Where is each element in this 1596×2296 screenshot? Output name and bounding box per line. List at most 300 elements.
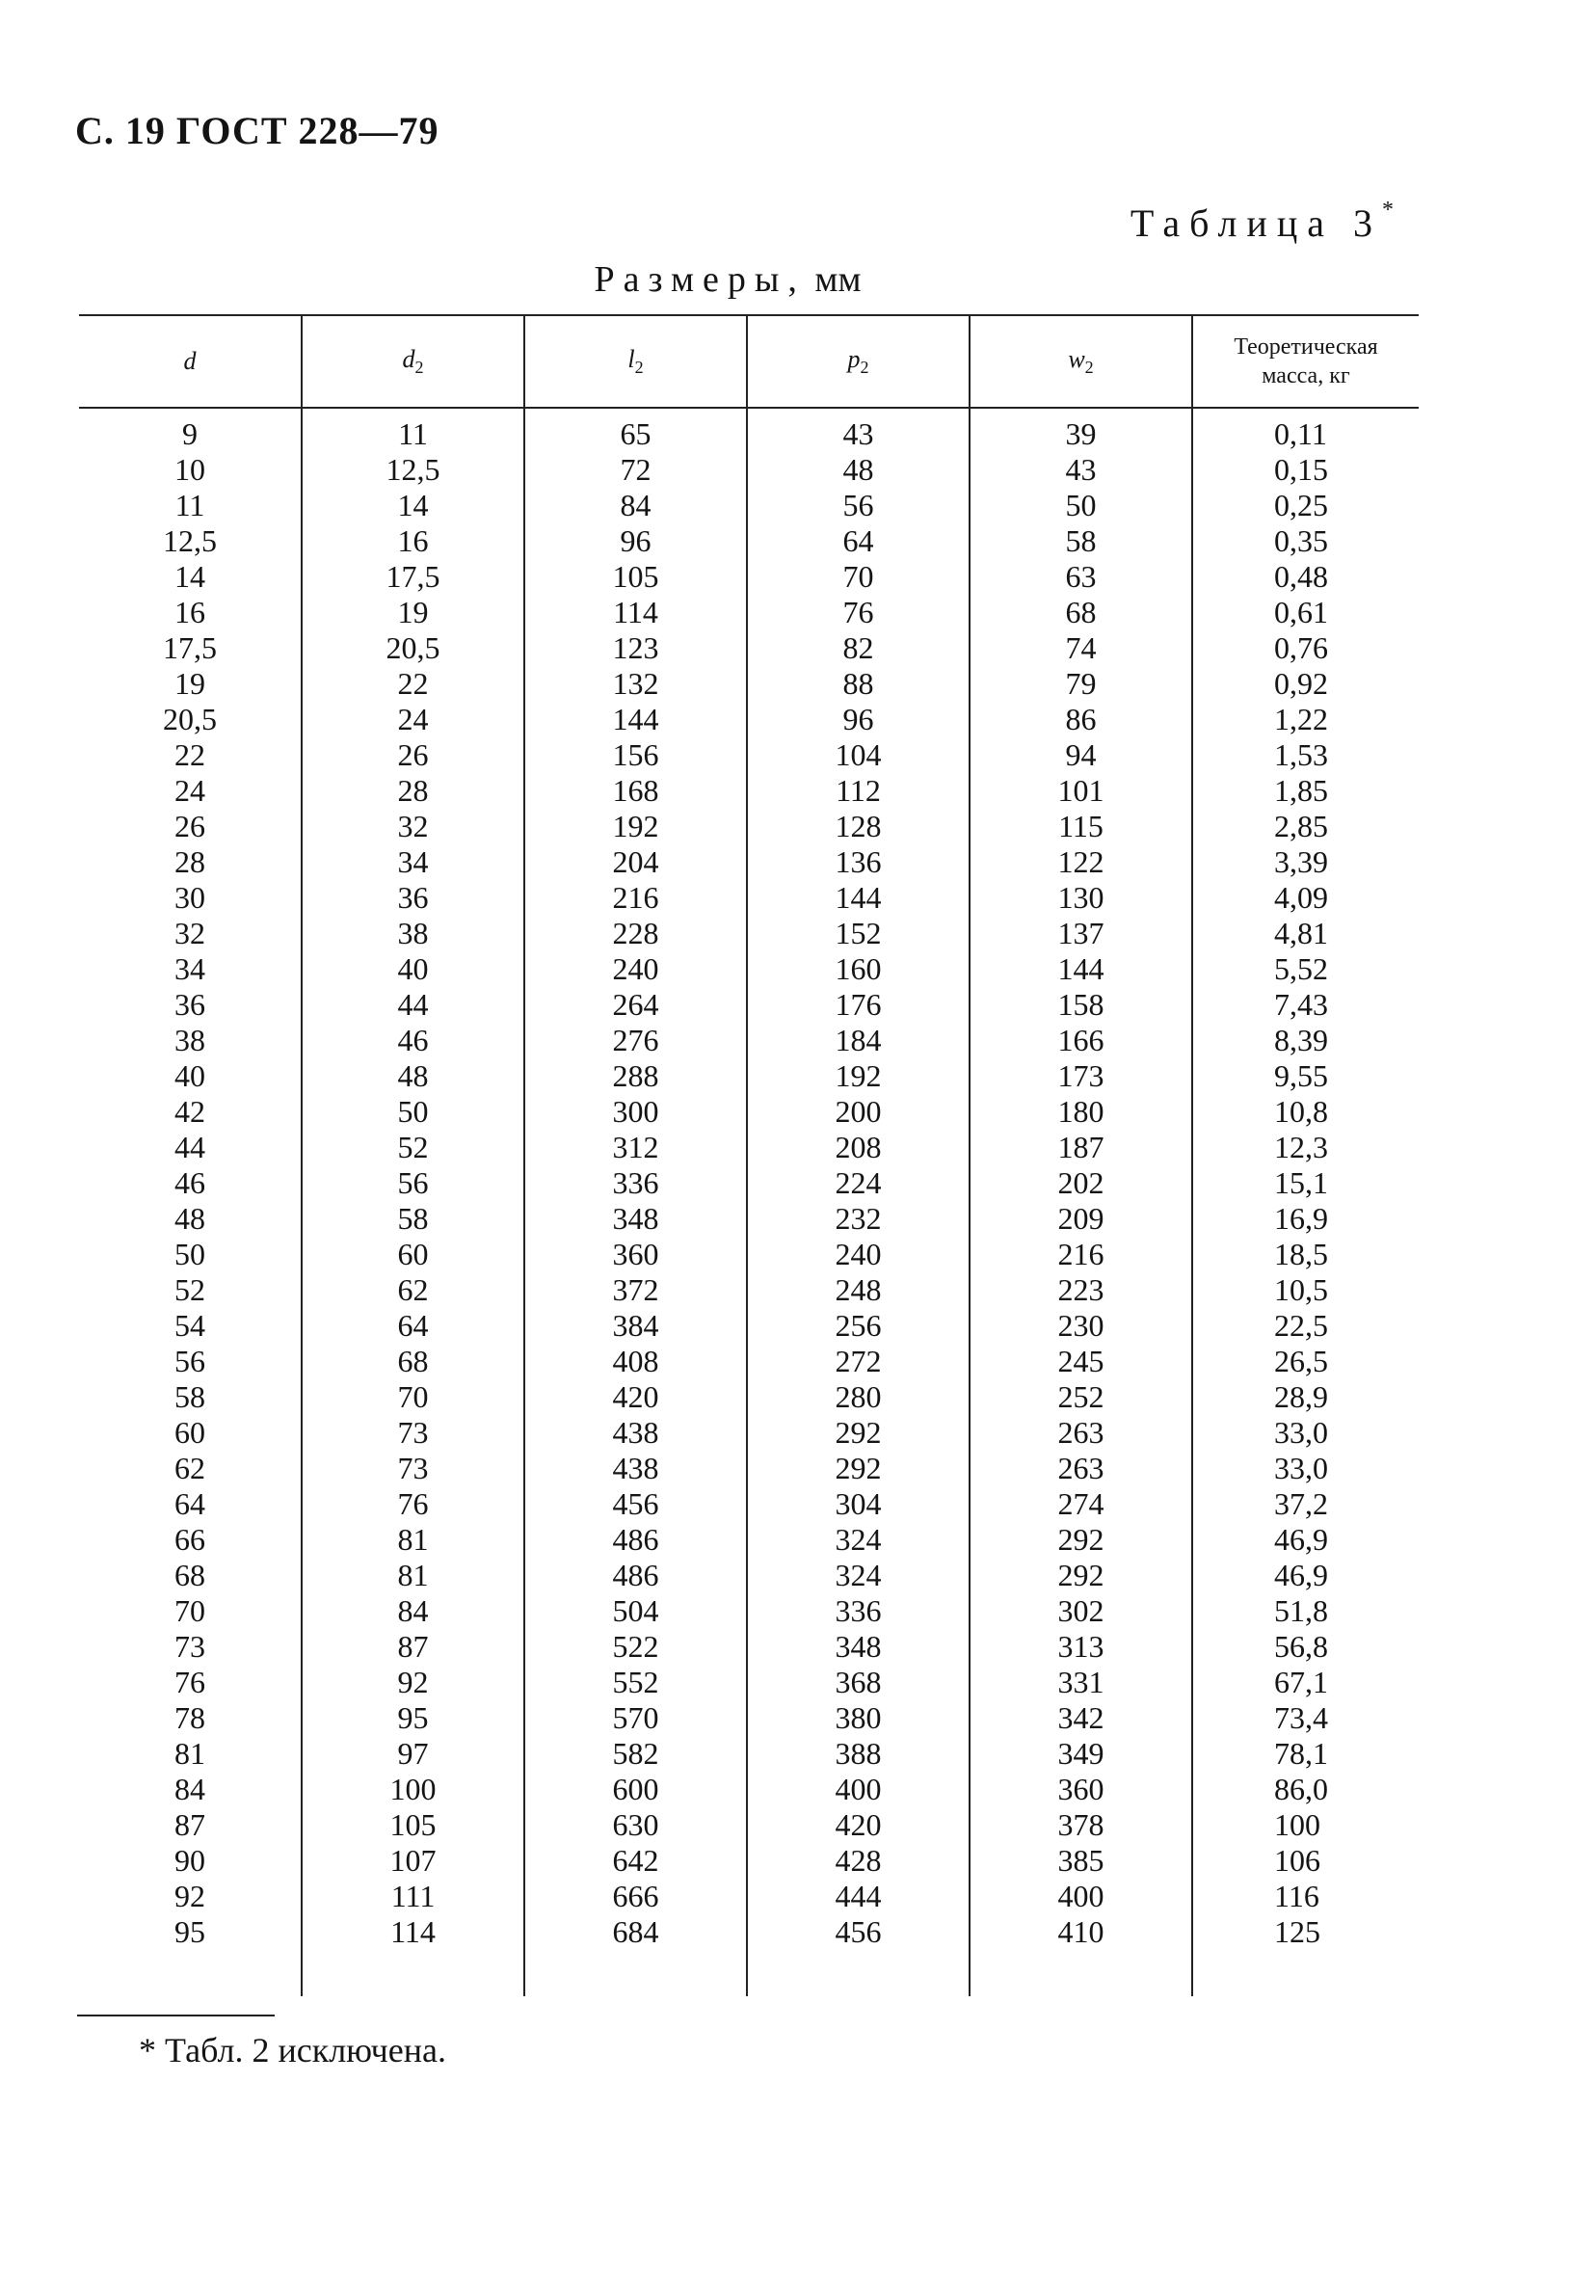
- cell-mass: 0,61: [1192, 595, 1419, 630]
- table-row: [79, 951, 1419, 987]
- cell-p2: 304: [747, 1486, 970, 1522]
- footnote-divider: [77, 2015, 275, 2016]
- cell-w2: 385: [970, 1843, 1192, 1879]
- cell-w2: 144: [970, 951, 1192, 987]
- cell-mass: 4,81: [1192, 916, 1419, 951]
- cell-mass: 7,43: [1192, 987, 1419, 1023]
- cell-w2: 79: [970, 666, 1192, 702]
- cell-mass: 86,0: [1192, 1772, 1419, 1807]
- cell-mass: 9,55: [1192, 1058, 1419, 1094]
- cell-p2: 136: [747, 844, 970, 880]
- cell-l2: 522: [524, 1629, 747, 1665]
- cell-d2: 19: [302, 595, 524, 630]
- cell-p2: 82: [747, 630, 970, 666]
- col-header-d2: [302, 315, 524, 408]
- cell-mass: 4,09: [1192, 880, 1419, 916]
- cell-d: 62: [174, 1451, 205, 1485]
- cell-d2: 28: [302, 773, 524, 809]
- cell-w2: 63: [970, 559, 1192, 595]
- cell-l2: 264: [524, 987, 747, 1023]
- cell-mass: 46,9: [1192, 1522, 1419, 1558]
- cell-p2: 96: [747, 702, 970, 737]
- table-row: [79, 1665, 1419, 1700]
- cell-w2: 223: [970, 1272, 1192, 1308]
- cell-w2: 122: [970, 844, 1192, 880]
- cell-w2: 166: [970, 1023, 1192, 1058]
- cell-p2: 43: [747, 408, 970, 452]
- cell-mass: 125: [1192, 1914, 1419, 1950]
- cell-mass: 12,3: [1192, 1130, 1419, 1165]
- table-row: [79, 1843, 1419, 1879]
- cell-l2: 105: [524, 559, 747, 595]
- col-header-w2-subscript: 2: [1084, 358, 1094, 378]
- cell-l2: 552: [524, 1665, 747, 1700]
- cell-w2: 50: [970, 488, 1192, 523]
- table-row: [79, 1879, 1419, 1914]
- page-header: С. 19 ГОСТ 228—79: [75, 109, 439, 152]
- cell-d: 90: [174, 1843, 205, 1878]
- cell-w2: 410: [970, 1914, 1192, 1950]
- cell-d2: 50: [302, 1094, 524, 1130]
- cell-d2: 22: [302, 666, 524, 702]
- cell-l2: 348: [524, 1201, 747, 1237]
- cell-l2: 372: [524, 1272, 747, 1308]
- dimensions-table: [79, 314, 1419, 1996]
- cell-mass: 1,22: [1192, 702, 1419, 737]
- cell-d: 12,5: [163, 523, 217, 558]
- cell-d: 34: [174, 951, 205, 986]
- table-spacer-row: [79, 1950, 1419, 1996]
- cell-d: 70: [174, 1593, 205, 1628]
- cell-p2: 88: [747, 666, 970, 702]
- cell-d2: 24: [302, 702, 524, 737]
- cell-d2: 64: [302, 1308, 524, 1344]
- cell-l2: 204: [524, 844, 747, 880]
- cell-mass: 78,1: [1192, 1736, 1419, 1772]
- table-row: [79, 1415, 1419, 1451]
- cell-w2: 94: [970, 737, 1192, 773]
- cell-p2: 208: [747, 1130, 970, 1165]
- cell-l2: 168: [524, 773, 747, 809]
- col-header-mass-line1: Теоретическая: [1234, 334, 1378, 360]
- cell-l2: 408: [524, 1344, 747, 1379]
- cell-d2: 14: [302, 488, 524, 523]
- table-row: [79, 595, 1419, 630]
- cell-l2: 438: [524, 1415, 747, 1451]
- cell-d2: 105: [302, 1807, 524, 1843]
- cell-d: 76: [174, 1665, 205, 1699]
- table-label-footnote-mark: *: [1382, 197, 1394, 223]
- spacer-cell: [302, 1950, 524, 1996]
- spacer-cell: [970, 1950, 1192, 1996]
- cell-d: 17,5: [163, 630, 217, 665]
- col-header-l2: [524, 315, 747, 408]
- cell-l2: 132: [524, 666, 747, 702]
- table-row: [79, 702, 1419, 737]
- cell-p2: 324: [747, 1558, 970, 1593]
- table-row: [79, 1558, 1419, 1593]
- cell-p2: 248: [747, 1272, 970, 1308]
- cell-w2: 158: [970, 987, 1192, 1023]
- cell-l2: 288: [524, 1058, 747, 1094]
- cell-l2: 630: [524, 1807, 747, 1843]
- cell-d2: 56: [302, 1165, 524, 1201]
- cell-w2: 101: [970, 773, 1192, 809]
- cell-d2: 100: [302, 1772, 524, 1807]
- cell-d: 9: [182, 416, 198, 451]
- cell-d: 64: [174, 1486, 205, 1521]
- cell-p2: 70: [747, 559, 970, 595]
- cell-d2: 36: [302, 880, 524, 916]
- cell-w2: 302: [970, 1593, 1192, 1629]
- cell-p2: 272: [747, 1344, 970, 1379]
- table-row: [79, 408, 1419, 452]
- cell-mass: 51,8: [1192, 1593, 1419, 1629]
- cell-w2: 173: [970, 1058, 1192, 1094]
- cell-d: 26: [174, 809, 205, 843]
- cell-p2: 324: [747, 1522, 970, 1558]
- cell-d2: 111: [302, 1879, 524, 1914]
- cell-l2: 228: [524, 916, 747, 951]
- cell-d2: 81: [302, 1522, 524, 1558]
- cell-mass: 0,15: [1192, 452, 1419, 488]
- col-header-p2-subscript: 2: [860, 358, 869, 378]
- cell-d2: 97: [302, 1736, 524, 1772]
- cell-l2: 240: [524, 951, 747, 987]
- cell-l2: 360: [524, 1237, 747, 1272]
- cell-mass: 116: [1192, 1879, 1419, 1914]
- cell-mass: 1,53: [1192, 737, 1419, 773]
- cell-mass: 1,85: [1192, 773, 1419, 809]
- cell-d2: 92: [302, 1665, 524, 1700]
- cell-mass: 106: [1192, 1843, 1419, 1879]
- table-caption-unit: мм: [814, 259, 862, 300]
- cell-l2: 216: [524, 880, 747, 916]
- cell-d2: 107: [302, 1843, 524, 1879]
- col-header-l2-symbol: l: [627, 344, 635, 373]
- table-label-text: Таблица 3: [1130, 201, 1382, 245]
- cell-l2: 96: [524, 523, 747, 559]
- cell-w2: 74: [970, 630, 1192, 666]
- cell-d2: 95: [302, 1700, 524, 1736]
- cell-mass: 67,1: [1192, 1665, 1419, 1700]
- cell-d: 60: [174, 1415, 205, 1450]
- cell-l2: 486: [524, 1558, 747, 1593]
- cell-mass: 0,25: [1192, 488, 1419, 523]
- cell-p2: 176: [747, 987, 970, 1023]
- cell-l2: 570: [524, 1700, 747, 1736]
- cell-p2: 184: [747, 1023, 970, 1058]
- cell-l2: 300: [524, 1094, 747, 1130]
- col-header-mass: [1192, 315, 1419, 408]
- cell-mass: 10,5: [1192, 1272, 1419, 1308]
- cell-l2: 72: [524, 452, 747, 488]
- cell-mass: 28,9: [1192, 1379, 1419, 1415]
- cell-l2: 84: [524, 488, 747, 523]
- cell-d: 56: [174, 1344, 205, 1378]
- table-row: [79, 987, 1419, 1023]
- table-row: [79, 523, 1419, 559]
- table-label: [1130, 197, 1394, 246]
- cell-l2: 420: [524, 1379, 747, 1415]
- cell-p2: 76: [747, 595, 970, 630]
- cell-d: 68: [174, 1558, 205, 1592]
- cell-p2: 380: [747, 1700, 970, 1736]
- table-row: [79, 488, 1419, 523]
- cell-d2: 62: [302, 1272, 524, 1308]
- cell-l2: 192: [524, 809, 747, 844]
- cell-l2: 144: [524, 702, 747, 737]
- cell-d: 40: [174, 1058, 205, 1093]
- cell-p2: 444: [747, 1879, 970, 1914]
- table-row: [79, 1451, 1419, 1486]
- cell-w2: 86: [970, 702, 1192, 737]
- cell-mass: 15,1: [1192, 1165, 1419, 1201]
- cell-d2: 16: [302, 523, 524, 559]
- cell-l2: 65: [524, 408, 747, 452]
- cell-p2: 368: [747, 1665, 970, 1700]
- cell-d2: 73: [302, 1415, 524, 1451]
- cell-d: 44: [174, 1130, 205, 1164]
- cell-d: 22: [174, 737, 205, 772]
- spacer-cell: [79, 1950, 302, 1996]
- cell-p2: 56: [747, 488, 970, 523]
- table-row: [79, 880, 1419, 916]
- cell-w2: 378: [970, 1807, 1192, 1843]
- cell-d: 78: [174, 1700, 205, 1735]
- cell-mass: 0,76: [1192, 630, 1419, 666]
- table-row: [79, 737, 1419, 773]
- cell-p2: 256: [747, 1308, 970, 1344]
- cell-d2: 52: [302, 1130, 524, 1165]
- cell-d: 14: [174, 559, 205, 594]
- cell-p2: 128: [747, 809, 970, 844]
- cell-p2: 400: [747, 1772, 970, 1807]
- cell-d2: 12,5: [302, 452, 524, 488]
- cell-d2: 44: [302, 987, 524, 1023]
- table-row: [79, 1522, 1419, 1558]
- table-caption-word: Размеры,: [594, 259, 806, 300]
- cell-mass: 3,39: [1192, 844, 1419, 880]
- cell-mass: 0,92: [1192, 666, 1419, 702]
- table-row: [79, 773, 1419, 809]
- cell-w2: 245: [970, 1344, 1192, 1379]
- cell-d: 73: [174, 1629, 205, 1664]
- cell-l2: 456: [524, 1486, 747, 1522]
- footnote: * Табл. 2 исключена.: [139, 2031, 447, 2069]
- cell-mass: 0,11: [1192, 408, 1419, 452]
- cell-mass: 0,35: [1192, 523, 1419, 559]
- cell-w2: 43: [970, 452, 1192, 488]
- cell-mass: 18,5: [1192, 1237, 1419, 1272]
- cell-d2: 73: [302, 1451, 524, 1486]
- cell-l2: 276: [524, 1023, 747, 1058]
- cell-d: 38: [174, 1023, 205, 1057]
- cell-mass: 46,9: [1192, 1558, 1419, 1593]
- cell-w2: 68: [970, 595, 1192, 630]
- cell-d: 32: [174, 916, 205, 950]
- table-row: [79, 1308, 1419, 1344]
- cell-d: 20,5: [163, 702, 217, 736]
- cell-w2: 252: [970, 1379, 1192, 1415]
- cell-w2: 216: [970, 1237, 1192, 1272]
- cell-l2: 312: [524, 1130, 747, 1165]
- table-row: [79, 1344, 1419, 1379]
- cell-l2: 123: [524, 630, 747, 666]
- table-row: [79, 1165, 1419, 1201]
- table-row: [79, 1807, 1419, 1843]
- cell-d: 50: [174, 1237, 205, 1271]
- cell-d: 16: [174, 595, 205, 629]
- cell-mass: 73,4: [1192, 1700, 1419, 1736]
- cell-p2: 144: [747, 880, 970, 916]
- cell-d: 28: [174, 844, 205, 879]
- table-header-row: [79, 315, 1419, 408]
- table-row: [79, 1593, 1419, 1629]
- cell-p2: 112: [747, 773, 970, 809]
- cell-w2: 230: [970, 1308, 1192, 1344]
- cell-l2: 684: [524, 1914, 747, 1950]
- cell-d2: 34: [302, 844, 524, 880]
- col-header-w2-symbol: w: [1068, 344, 1085, 373]
- table-row: [79, 809, 1419, 844]
- cell-d2: 26: [302, 737, 524, 773]
- cell-d: 52: [174, 1272, 205, 1307]
- table-row: [79, 1023, 1419, 1058]
- cell-d2: 76: [302, 1486, 524, 1522]
- table-row: [79, 630, 1419, 666]
- cell-w2: 137: [970, 916, 1192, 951]
- cell-w2: 263: [970, 1451, 1192, 1486]
- cell-d2: 46: [302, 1023, 524, 1058]
- cell-mass: 33,0: [1192, 1415, 1419, 1451]
- cell-mass: 8,39: [1192, 1023, 1419, 1058]
- table-row: [79, 1914, 1419, 1950]
- cell-w2: 313: [970, 1629, 1192, 1665]
- cell-d: 58: [174, 1379, 205, 1414]
- cell-d2: 17,5: [302, 559, 524, 595]
- cell-d2: 40: [302, 951, 524, 987]
- cell-d: 92: [174, 1879, 205, 1913]
- cell-d: 87: [174, 1807, 205, 1842]
- cell-w2: 263: [970, 1415, 1192, 1451]
- cell-w2: 180: [970, 1094, 1192, 1130]
- cell-d2: 84: [302, 1593, 524, 1629]
- cell-d2: 20,5: [302, 630, 524, 666]
- cell-d: 95: [174, 1914, 205, 1949]
- table-row: [79, 1486, 1419, 1522]
- cell-mass: 37,2: [1192, 1486, 1419, 1522]
- cell-mass: 56,8: [1192, 1629, 1419, 1665]
- spacer-cell: [747, 1950, 970, 1996]
- spacer-cell: [524, 1950, 747, 1996]
- cell-d: 11: [174, 488, 205, 522]
- cell-d2: 32: [302, 809, 524, 844]
- cell-mass: 2,85: [1192, 809, 1419, 844]
- cell-p2: 292: [747, 1415, 970, 1451]
- col-header-d-symbol: d: [183, 347, 197, 375]
- cell-p2: 48: [747, 452, 970, 488]
- cell-w2: 292: [970, 1558, 1192, 1593]
- cell-w2: 187: [970, 1130, 1192, 1165]
- col-header-p2-symbol: p: [847, 344, 861, 373]
- cell-w2: 400: [970, 1879, 1192, 1914]
- cell-l2: 114: [524, 595, 747, 630]
- cell-p2: 192: [747, 1058, 970, 1094]
- cell-l2: 582: [524, 1736, 747, 1772]
- cell-p2: 224: [747, 1165, 970, 1201]
- cell-d2: 87: [302, 1629, 524, 1665]
- cell-w2: 349: [970, 1736, 1192, 1772]
- cell-d: 84: [174, 1772, 205, 1806]
- table-row: [79, 1058, 1419, 1094]
- cell-p2: 232: [747, 1201, 970, 1237]
- cell-d: 42: [174, 1094, 205, 1129]
- cell-w2: 360: [970, 1772, 1192, 1807]
- cell-d: 54: [174, 1308, 205, 1343]
- spacer-cell: [1192, 1950, 1419, 1996]
- col-header-d2-subscript: 2: [414, 358, 424, 378]
- cell-d2: 81: [302, 1558, 524, 1593]
- cell-w2: 130: [970, 880, 1192, 916]
- table-body: [79, 408, 1419, 1996]
- cell-w2: 39: [970, 408, 1192, 452]
- cell-p2: 420: [747, 1807, 970, 1843]
- cell-d: 10: [174, 452, 205, 487]
- cell-p2: 428: [747, 1843, 970, 1879]
- cell-p2: 292: [747, 1451, 970, 1486]
- cell-d2: 70: [302, 1379, 524, 1415]
- cell-l2: 642: [524, 1843, 747, 1879]
- cell-p2: 456: [747, 1914, 970, 1950]
- cell-l2: 156: [524, 737, 747, 773]
- cell-d: 19: [174, 666, 205, 701]
- cell-w2: 202: [970, 1165, 1192, 1201]
- cell-w2: 292: [970, 1522, 1192, 1558]
- table-row: [79, 1094, 1419, 1130]
- table-row: [79, 1379, 1419, 1415]
- cell-p2: 388: [747, 1736, 970, 1772]
- cell-d: 36: [174, 987, 205, 1022]
- cell-l2: 438: [524, 1451, 747, 1486]
- table-row: [79, 1629, 1419, 1665]
- cell-p2: 104: [747, 737, 970, 773]
- table-row: [79, 559, 1419, 595]
- cell-w2: 342: [970, 1700, 1192, 1736]
- table-row: [79, 1772, 1419, 1807]
- col-header-w2: [970, 315, 1192, 408]
- cell-p2: 152: [747, 916, 970, 951]
- col-header-p2: [747, 315, 970, 408]
- cell-d2: 48: [302, 1058, 524, 1094]
- cell-d: 46: [174, 1165, 205, 1200]
- table-row: [79, 1700, 1419, 1736]
- cell-mass: 10,8: [1192, 1094, 1419, 1130]
- cell-w2: 274: [970, 1486, 1192, 1522]
- cell-w2: 331: [970, 1665, 1192, 1700]
- cell-l2: 486: [524, 1522, 747, 1558]
- cell-p2: 280: [747, 1379, 970, 1415]
- cell-d2: 68: [302, 1344, 524, 1379]
- cell-p2: 348: [747, 1629, 970, 1665]
- table-row: [79, 1130, 1419, 1165]
- cell-l2: 384: [524, 1308, 747, 1344]
- cell-d: 48: [174, 1201, 205, 1236]
- col-header-d2-symbol: d: [402, 344, 415, 373]
- cell-l2: 666: [524, 1879, 747, 1914]
- table-row: [79, 1237, 1419, 1272]
- table-row: [79, 844, 1419, 880]
